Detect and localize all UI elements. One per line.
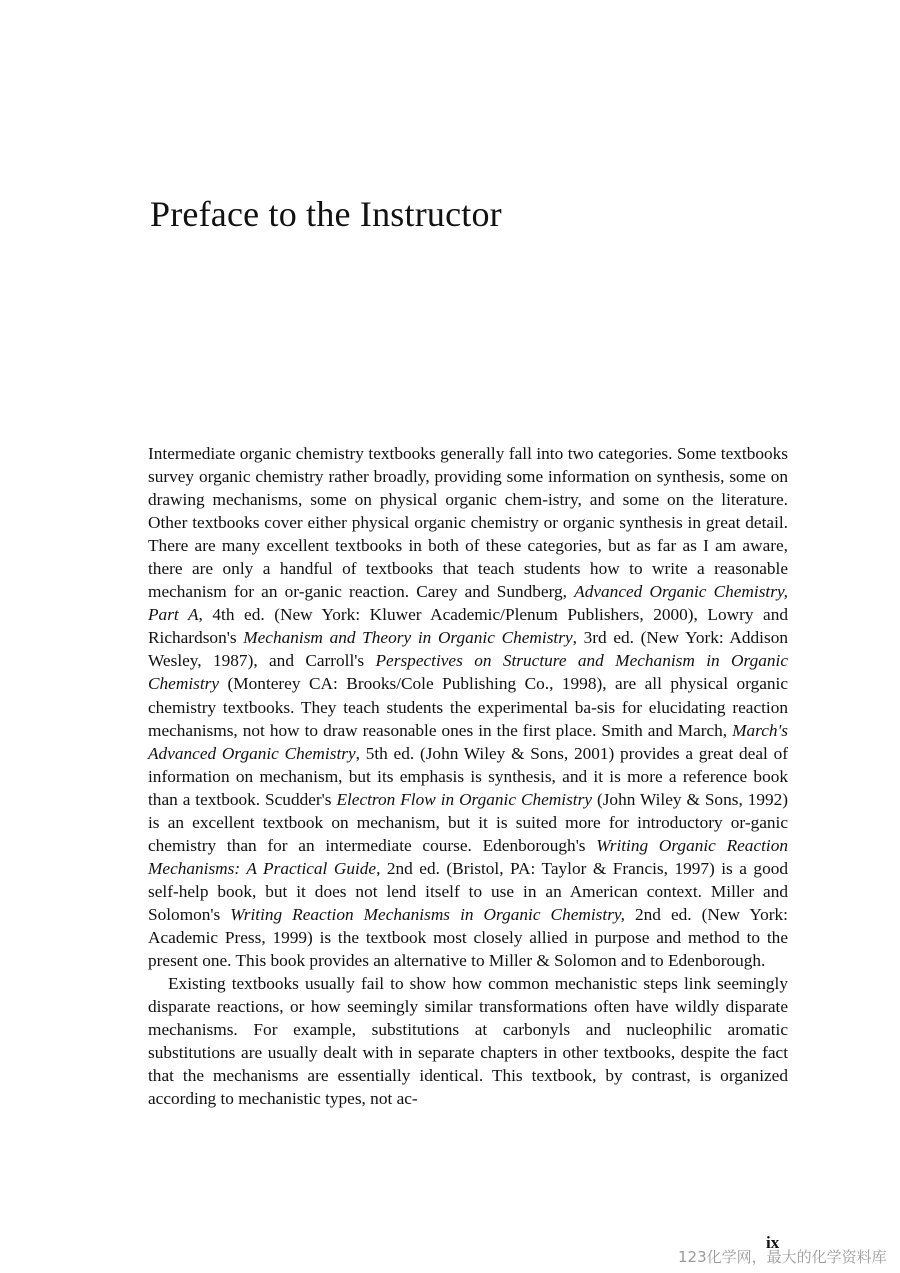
page-number: ix	[766, 1233, 780, 1252]
book-title-italic: Writing Organic Reaction Mechanisms: A Practical Guide	[148, 835, 788, 878]
book-title-italic: Writing Reaction Mechanisms in Organic Chemistry,	[230, 904, 625, 924]
preface-body	[148, 442, 788, 1110]
watermark: 123化学网，最大的化学资料库	[678, 1248, 887, 1266]
book-title-italic: Perspectives on Structure and Mechanism in Organic Chemistry	[148, 651, 788, 694]
paragraph-1: Intermediate organic chemistry textbooks generally fall into two categories. Some textbooks survey organic chemistry rather broadly, providing some information on synthesis, some on drawing mechanisms, some on physical organic chem-istry, and some on the literature. Other textbooks cover either physical organic chemistry or organic synthesis in great detail. There are many excellent textbooks in both of these categories, but as far as I am aware, there are only a handful of textbooks that teach students how to write a reasonable mechanism for an or-ganic reaction. Carey and Sundberg, Advanced Organic Chemistry, Part A, 4th ed. (New York: Kluwer Academic/Plenum Publishers, 2000), Lowry and Richardson's Mechanism and Theory in Organic Chemistry, 3rd ed. (New York: Addison Wesley, 1987), and Carroll's Perspectives on Structure and Mechanism in Organic Chemistry (Monterey CA: Brooks/Cole Publishing Co., 1998), are all physical organic chemistry textbooks. They teach students the experimental ba-sis for elucidating reaction mechanisms, not how to draw reasonable ones in the first place. Smith and March, March's Advanced Organic Chemistry, 5th ed. (John Wiley & Sons, 2001) provides a great deal of information on mechanism, but its emphasis is synthesis, and it is more a reference book than a textbook. Scudder's Electron Flow in Organic Chemistry (John Wiley & Sons, 1992) is an excellent textbook on mechanism, but it is suited more for introductory or-ganic chemistry than for an intermediate course. Edenborough's Writing Organic Reaction Mechanisms: A Practical Guide, 2nd ed. (Bristol, PA: Taylor & Francis, 1997) is a good self-help book, but it does not lend itself to use in an American context. Miller and Solomon's Writing Reaction Mechanisms in Organic Chemistry, 2nd ed. (New York: Academic Press, 1999) is the textbook most closely allied in purpose and method to the present one. This book provides an alternative to Miller & Solomon and to Edenborough.	[148, 444, 789, 971]
book-title-italic: Advanced Organic Chemistry, Part A	[148, 582, 788, 625]
book-title-italic: Electron Flow in Organic Chemistry	[336, 789, 593, 809]
paragraph-2: Existing textbooks usually fail to show how common mechanistic steps link seemingly disparate reactions, or how seemingly similar transformations often have wildly disparate mechanisms. For example, substitutions at carbonyls and nucleophilic aromatic substitutions are usually dealt with in separate chapters in other textbooks, despite the fact that the mechanisms are essentially identical. This textbook, by contrast, is organized according to mechanistic types, not ac-	[148, 974, 788, 1109]
book-title-italic: March's Advanced Organic Chemistry	[148, 720, 788, 763]
book-title-italic: Mechanism and Theory in Organic Chemistry	[243, 628, 573, 648]
page-title: Preface to the Instructor	[150, 194, 502, 234]
